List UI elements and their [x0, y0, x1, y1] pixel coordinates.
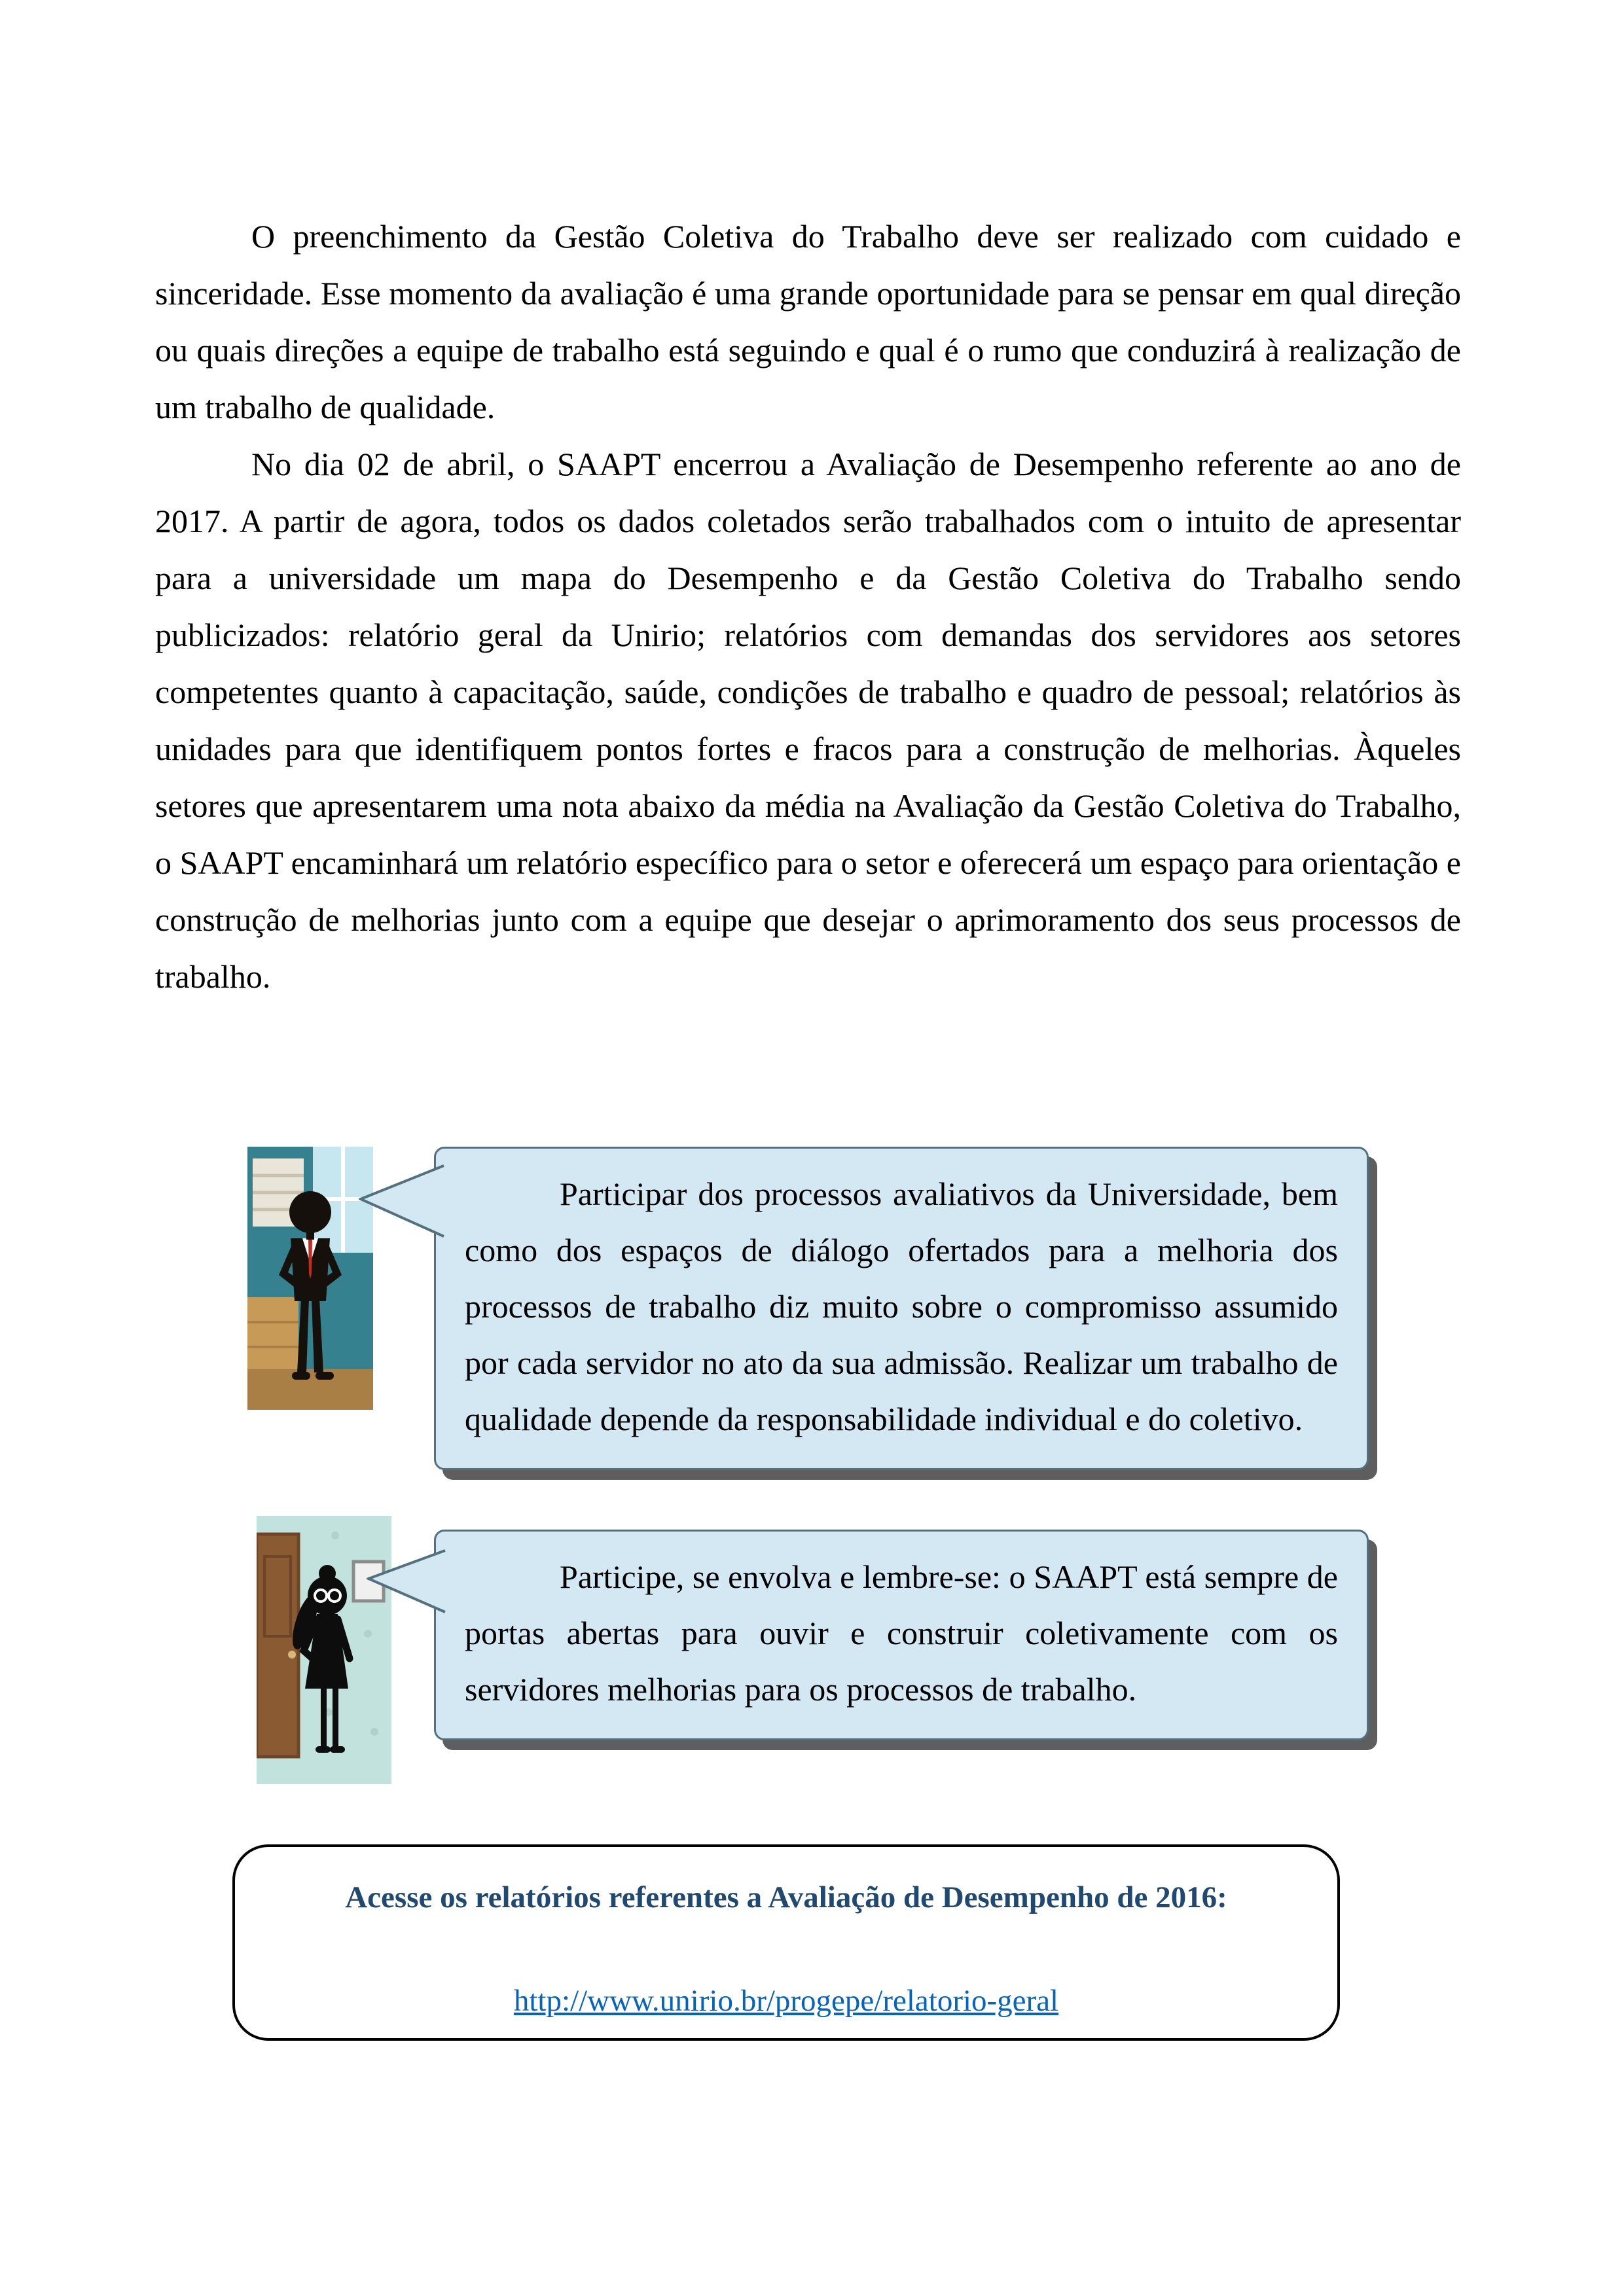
access-reports-box	[232, 1844, 1340, 2041]
access-box-link-row	[235, 1983, 1337, 2018]
access-box-title: Acesse os relatórios referentes a Avaliação de Desempenho de 2016:	[345, 1880, 1227, 1914]
door	[257, 1534, 298, 1757]
speech-bubble-1-text: Participar dos processos avaliativos da Universidade, bem como dos espaços de diálogo ofertados para a melhoria dos processos de trabalho diz muito sobre o compromisso assumido por cada servidor no ato da sua admissão. Realizar um trabalho de qualidade depende da responsabilidade individual e do coletivo.	[465, 1175, 1338, 1437]
report-link[interactable]: http://www.unirio.br/progepe/relatorio-geral	[513, 1984, 1059, 2018]
cabinet	[247, 1297, 298, 1371]
body-text	[155, 208, 1461, 1005]
speech-bubble-tail	[367, 1549, 446, 1614]
door-knob	[288, 1651, 296, 1659]
paragraph-2: No dia 02 de abril, o SAAPT encerrou a Avaliação de Desempenho referente ao ano de 2017. A partir de agora, todos os dados coletados serão trabalhados com o intuito de apresentar para a universidade um mapa do Desempenho e da Gestão Coletiva do Trabalho sendo publicizados: relatório geral da Unirio; relatórios com demandas dos servidores aos setores competentes quanto à capacitação, saúde, condições de trabalho e quadro de pessoal; relatórios às unidades para que identifiquem pontos fortes e fracos para a construção de melhorias. Àqueles setores que apresentarem uma nota abaixo da média na Avaliação da Gestão Coletiva do Trabalho, o SAAPT encaminhará um relatório específico para o setor e oferecerá um espaço para orientação e construção de melhorias junto com a equipe que desejar o aprimoramento dos seus processos de trabalho.	[155, 446, 1461, 995]
businessman-illustration	[247, 1147, 373, 1410]
paragraph-1: O preenchimento da Gestão Coletiva do Trabalho deve ser realizado com cuidado e sinceridade. Esse momento da avaliação é uma grande oportunidade para se pensar em qual direção ou quais direções a equipe de trabalho está seguindo e qual é o rumo que conduzirá à realização de um trabalho de qualidade.	[155, 218, 1461, 425]
speech-bubble-2-text: Participe, se envolva e lembre-se: o SAAPT está sempre de portas abertas para ouvir e construir coletivamente com os servidores melhorias para os processos de trabalho.	[465, 1558, 1338, 1708]
speech-bubble-1	[434, 1147, 1369, 1470]
speech-bubble-tail	[359, 1164, 445, 1238]
businessman-cartoon-icon	[247, 1147, 373, 1410]
man-head	[289, 1191, 331, 1233]
speech-bubble-2	[434, 1530, 1369, 1740]
floor	[247, 1369, 373, 1410]
